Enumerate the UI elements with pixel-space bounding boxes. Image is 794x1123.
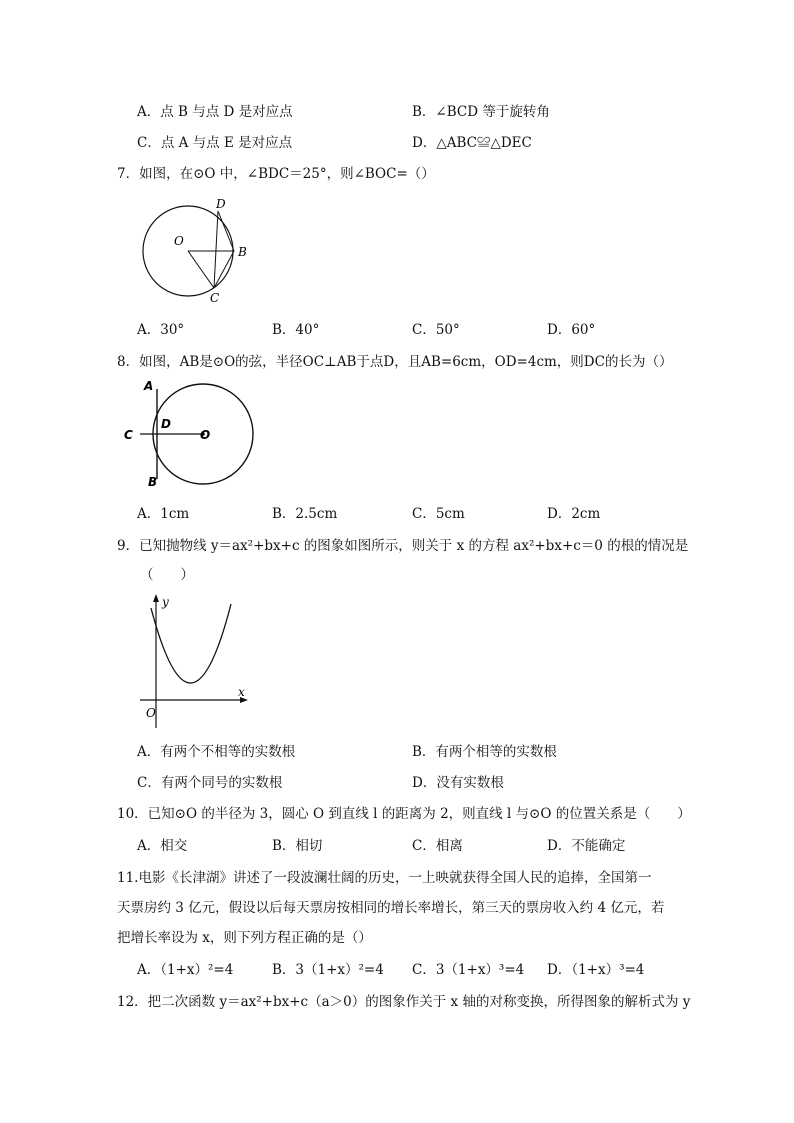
q10-stem: 10．已知⊙O 的半径为 3，圆心 O 到直线 l 的距离为 2，则直线 l 与⊙O 的位置关系是（ ） [117, 806, 691, 822]
q10-option-b: B．相切 [272, 838, 323, 854]
q8-label-a: A [144, 379, 154, 393]
q8-option-d: D．2cm [547, 506, 601, 522]
q8-option-c: C．5cm [412, 506, 465, 522]
q9-parabola-curve [151, 604, 231, 683]
q9-stem: 9．已知抛物线 y＝ax²+bx+c 的图象如图所示，则关于 x 的方程 ax²+bx+c＝0 的根的情况是 [117, 538, 689, 554]
q7-option-d: D．60° [547, 322, 596, 338]
q6-option-d: D．△ABC≌△DEC [412, 135, 532, 151]
q6-option-b: B．∠BCD 等于旋转角 [412, 104, 550, 120]
q7-label-d: D [216, 197, 226, 211]
q8-circle-figure [118, 376, 258, 490]
q8-option-a: A．1cm [137, 506, 190, 522]
q7-segment-dc [214, 211, 218, 288]
q10-option-d: D．不能确定 [547, 838, 626, 854]
q9-option-b: B．有两个相等的实数根 [412, 744, 557, 760]
q7-segment-bc [214, 251, 234, 288]
q7-stem: 7．如图，在⊙O 中，∠BDC＝25°，则∠BOC=（） [117, 166, 435, 182]
q12-stem: 12．把二次函数 y＝ax²+bx+c（a＞0）的图象作关于 x 轴的对称变换，所得图象的解析式为 y [117, 994, 691, 1010]
q9-y-axis-arrow [153, 594, 159, 602]
q7-option-a: A．30° [137, 322, 185, 338]
q8-label-d: D [161, 417, 171, 431]
q8-option-b: B．2.5cm [272, 506, 338, 522]
q8-label-b: B [148, 475, 158, 489]
q7-segment-oc [188, 251, 214, 288]
q9-label-y: y [162, 595, 169, 609]
q9-stem-tail: （ ） [140, 567, 194, 583]
q11-stem-line-2: 天票房约 3 亿元，假设以后每天票房按相同的增长率增长，第三天的票房收入约 4 亿元，若 [117, 900, 665, 916]
q7-label-o: O [174, 234, 184, 248]
q9-option-a: A．有两个不相等的实数根 [137, 744, 296, 760]
q6-option-a: A．点 B 与点 D 是对应点 [137, 104, 293, 120]
q9-label-x: x [238, 685, 245, 699]
q9-option-c: C．有两个同号的实数根 [137, 775, 283, 791]
q8-label-c: C [124, 428, 133, 442]
q7-segment-db [218, 211, 234, 251]
q10-option-a: A．相交 [137, 838, 188, 854]
q7-label-c: C [210, 291, 220, 305]
q8-label-o: O [200, 428, 211, 442]
q11-option-c: C．3（1+x）³=4 [412, 962, 525, 978]
q11-stem-line-3: 把增长率设为 x，则下列方程正确的是（） [117, 930, 372, 946]
q7-option-c: C．50° [412, 322, 460, 338]
q7-label-b: B [238, 245, 247, 259]
q8-stem: 8．如图，AB是⊙O的弦，半径OC⊥AB于点D，且AB=6cm，OD=4cm，则DC的长为（） [117, 354, 673, 370]
q11-option-b: B．3（1+x）²=4 [272, 962, 384, 978]
q6-option-c: C．点 A 与点 E 是对应点 [137, 135, 293, 151]
q10-option-c: C．相离 [412, 838, 463, 854]
q9-option-d: D．没有实数根 [412, 775, 504, 791]
q7-circle-figure [130, 196, 250, 308]
q9-parabola-figure [136, 590, 252, 736]
q11-option-d: D．（1+x）³=4 [547, 962, 645, 978]
q11-stem-line-1: 11.电影《长津湖》讲述了一段波澜壮阔的历史，一上映就获得全国人民的追捧，全国第一 [117, 870, 652, 886]
q9-label-origin: O [146, 706, 156, 720]
q7-option-b: B．40° [272, 322, 320, 338]
q11-option-a: A．（1+x）²=4 [137, 962, 234, 978]
